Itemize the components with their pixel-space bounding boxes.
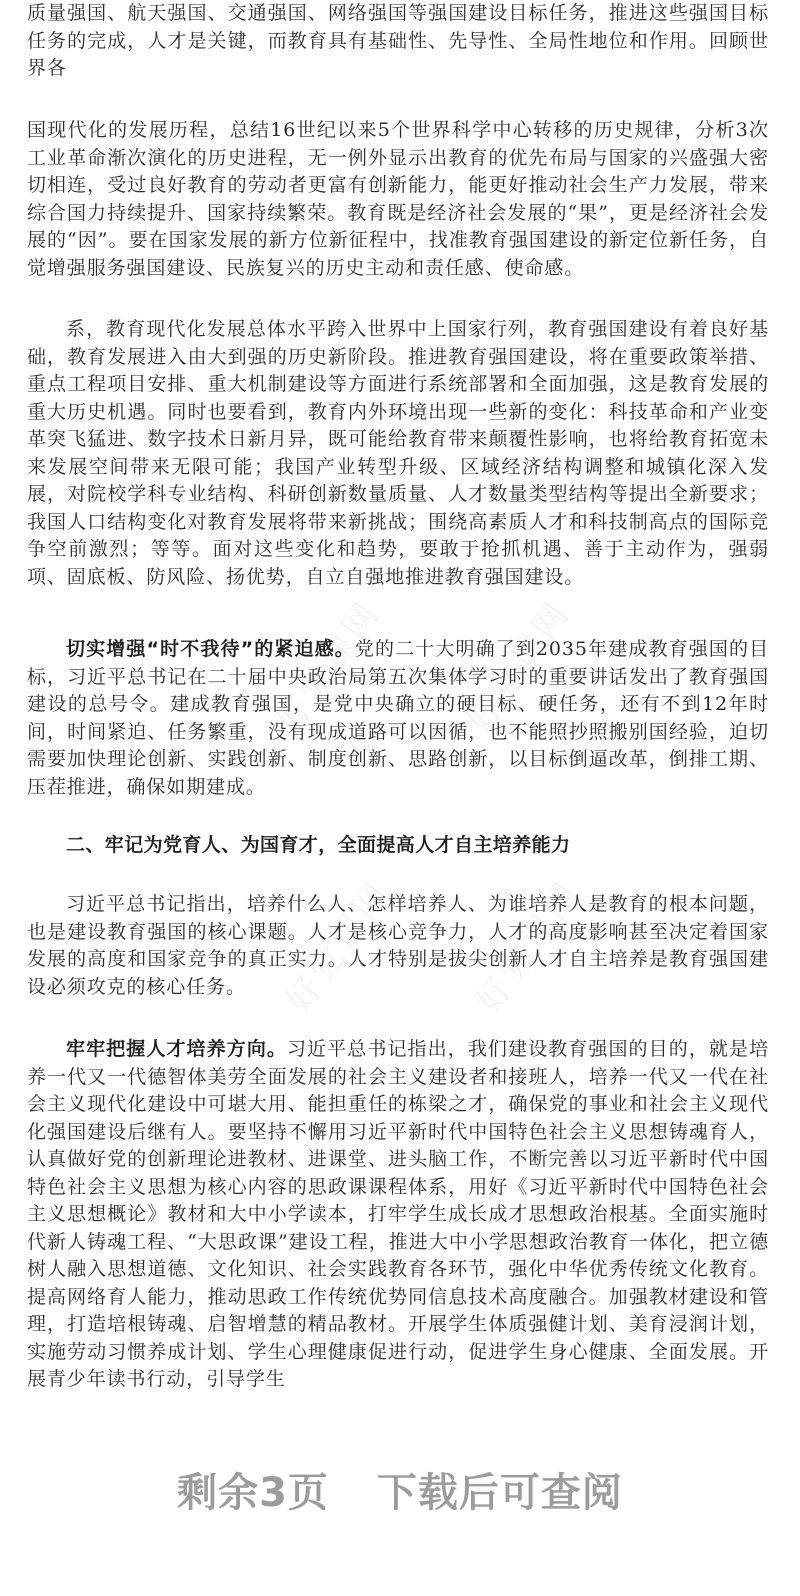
paragraph [27, 316, 769, 591]
paragraph [27, 1036, 769, 1394]
paragraph-text: 质量强国、航天强国、交通强国、网络强国等强国建设目标任务，推进这些强国目标任务的完成，人才是关键，而教育具有基础性、先导性、全局性地位和作用。回顾世界各 [27, 2, 769, 79]
watermark: 好党课网 [468, 872, 589, 1021]
paragraph-text: 系，教育现代化发展总体水平跨入世界中上国家行列，教育强国建设有着良好基础，教育发展进入由大到强的历史新阶段。推进教育强国建设，将在重要政策举措、重点工程项目安排、重大机制建设等方面进行系统部署和全面加强，这是教育发展的重大历史机遇。同时也要看到，教育内外环境出现一些新的变化：科技革命和产业变革突飞猛进、数字技术日新月异，既可能给教育带来颠覆性影响，也将给教育拓宽未来发展空间带来无限可能；我国产业转型升级、区域经济结构调整和城镇化深入发展，对院校学科专业结构、科研创新数量质量、人才数量类型结构等提出全新要求；我国人口结构变化对教育发展将带来新挑战；围绕高素质人才和科技制高点的国际竞争空前激烈；等等。面对这些变化和趋势，要敢于抢抓机遇、善于主动作为，强弱项、固底板、防风险、扬优势，自立自强地推进教育强国建设。 [27, 318, 769, 588]
section-heading: 二、牢记为党育人、为国育才，全面提高人才自主培养能力 [66, 834, 571, 856]
watermark: 好党课网 [458, 592, 579, 741]
watermark: 好党课网 [278, 872, 399, 1021]
paragraph [27, 0, 769, 83]
paragraph-lead: 切实增强“时不我待”的紧迫感。 [66, 638, 355, 660]
download-preview-banner[interactable] [0, 1466, 800, 1520]
paragraph [27, 636, 769, 801]
paragraph-text: 习近平总书记指出，培养什么人、怎样培养人、为谁培养人是教育的根本问题，也是建设教育强国的核心课题。人才是核心竞争力，人才的高度影响甚至决定着国家发展的高度和国家竞争的真正实力。人才特别是拔尖创新人才自主培养是教育强国建设必须攻克的核心任务。 [27, 893, 769, 998]
paragraph-text: 习近平总书记指出，我们建设教育强国的目的，就是培养一代又一代德智体美劳全面发展的社会主义建设者和接班人，培养一代又一代在社会主义现代化建设中可堪大用、能担重任的栋梁之才，确保党的事业和社会主义现代化强国建设后继有人。要坚持不懈用习近平新时代中国特色社会主义思想铸魂育人，认真做好党的创新理论进教材、进课堂、进头脑工作，不断完善以习近平新时代中国特色社会主义思想为核心内容的思政课课程体系，用好《习近平新时代中国特色社会主义思想概论》教材和大中小学读本，打牢学生成长成才思想政治根基。全面实施时代新人铸魂工程、“大思政课”建设工程，推进大中小学思想政治教育一体化，把立德树人融入思想道德、文化知识、社会实践教育各环节，强化中华优秀传统文化教育。提高网络育人能力，推动思政工作传统优势同信息技术高度融合。加强教材建设和管理，打造培根铸魂、启智增慧的精品教材。开展学生体质强健计划、美育浸润计划，实施劳动习惯养成计划、学生心理健康促进行动，促进学生身心健康、全面发展。开展青少年读书行动，引导学生 [27, 1038, 769, 1390]
paragraph [27, 891, 769, 1001]
paragraph-text: 党的二十大明确了到2035年建成教育强国的目标，习近平总书记在二十届中央政治局第五次集体学习时的重要讲话发出了教育强国建设的总号令。建成教育强国，是党中央确立的硬目标、硬任务，还有不到12年时间，时间紧迫、任务繁重，没有现成道路可以因循，也不能照抄照搬别国经验，迫切需要加快理论创新、实践创新、制度创新、思路创新，以目标倒逼改革，倒排工期、压茬推进，确保如期建成。 [27, 638, 769, 798]
paragraph-lead: 牢牢把握人才培养方向。 [66, 1038, 287, 1060]
paragraph-text: 国现代化的发展历程，总结16世纪以来5个世界科学中心转移的历史规律，分析3次工业革命渐次演化的历史进程，无一例外显示出教育的优先布局与国家的兴盛强大密切相连，受过良好教育的劳动者更富有创新能力，能更好推动社会生产力发展，带来综合国力持续提升、国家持续繁荣。教育既是经济社会发展的“果”，更是经济社会发展的“因”。要在国家发展的新方位新征程中，找准教育强国建设的新定位新任务，自觉增强服务强国建设、民族复兴的历史主动和责任感、使命感。 [27, 119, 769, 279]
watermark: 好党课网 [268, 592, 389, 741]
paragraph [27, 117, 769, 282]
remaining-pages-label: 剩余3页 [177, 1470, 329, 1516]
download-to-view-label: 下载后可查阅 [376, 1470, 623, 1516]
